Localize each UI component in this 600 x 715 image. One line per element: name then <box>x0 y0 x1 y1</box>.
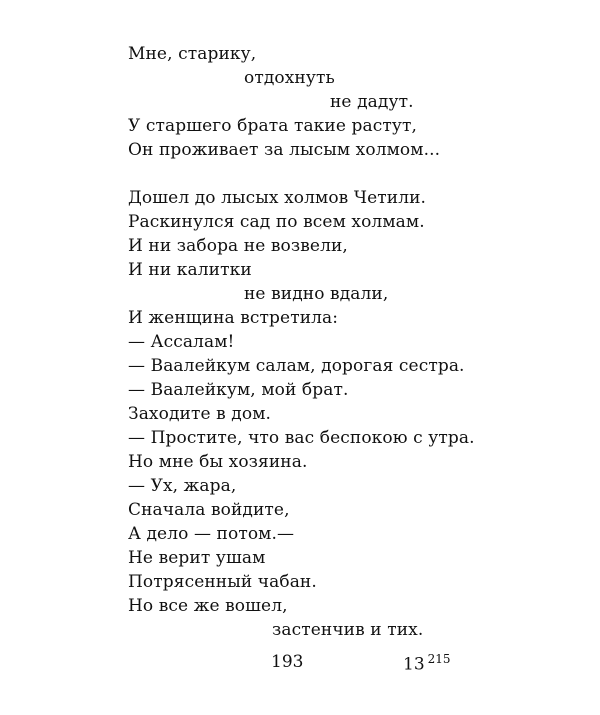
poem-line: — Ваалейкум салам, дорогая сестра. <box>128 356 465 376</box>
poem-line: И ни калитки <box>128 260 252 280</box>
poem-line: — Ваалейкум, мой брат. <box>128 380 349 400</box>
printer-signature-mark <box>403 652 451 675</box>
poem-line: Не верит ушам <box>128 548 266 568</box>
poem-line: — Простите, что вас беспокою с утра. <box>128 428 475 448</box>
poem-line: У старшего брата такие растут, <box>128 116 417 136</box>
poem-line: Но все же вошел, <box>128 596 288 616</box>
poem-line: — Ассалам! <box>128 332 235 352</box>
poem-line: Мне, старику, <box>128 44 257 64</box>
signature-subscript: 215 <box>427 652 451 666</box>
poem-line: застенчив и тих. <box>272 620 424 640</box>
poem-line: Сначала войдите, <box>128 500 290 520</box>
poem-line: не видно вдали, <box>244 284 389 304</box>
poem-line: Потрясенный чабан. <box>128 572 317 592</box>
poem-line: отдохнуть <box>244 68 335 88</box>
poem-line: — Ух, жара, <box>128 476 237 496</box>
page-footer <box>0 652 600 676</box>
poem-line: Раскинулся сад по всем холмам. <box>128 212 425 232</box>
poem-line: Но мне бы хозяина. <box>128 452 308 472</box>
poem-line: И ни забора не возвели, <box>128 236 348 256</box>
poem-line: Он проживает за лысым холмом... <box>128 140 441 160</box>
poem-line: А дело — потом.— <box>128 524 295 544</box>
page-number: 193 <box>271 652 304 672</box>
signature-number: 13 <box>403 654 425 675</box>
poem-line: Дошел до лысых холмов Четили. <box>128 188 427 208</box>
poem-line: Заходите в дом. <box>128 404 272 424</box>
poem-line: И женщина встретила: <box>128 308 339 328</box>
poem-line: не дадут. <box>330 92 414 112</box>
